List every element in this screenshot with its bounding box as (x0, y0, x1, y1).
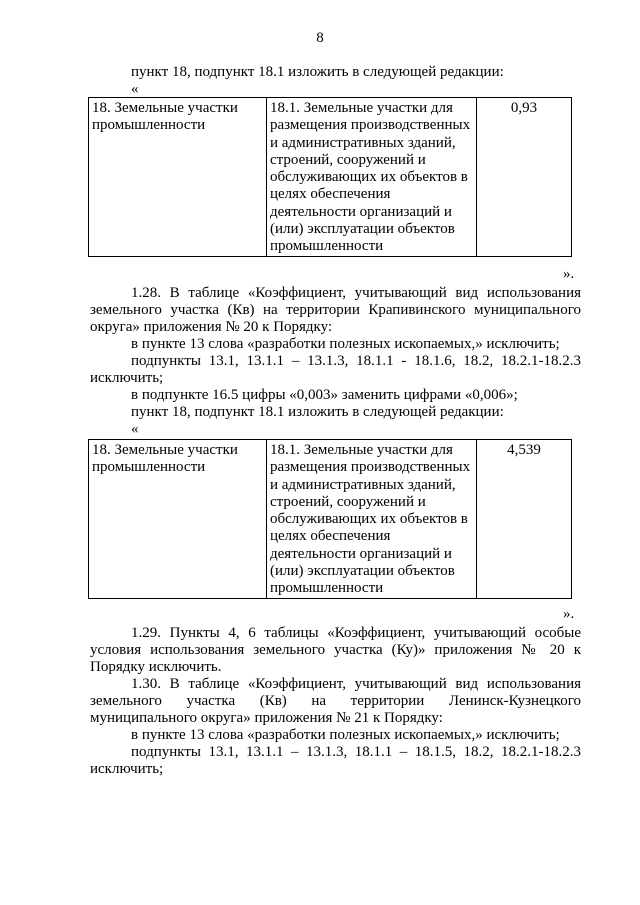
cell-line: промышленности (270, 580, 384, 597)
table-1 (88, 97, 572, 257)
cell-line: обслуживающих их объектов в (270, 169, 468, 186)
table-1-description (267, 98, 477, 257)
close-quote-1: ». (563, 266, 575, 282)
word: (Кв) (259, 693, 287, 709)
intro-2: пункт 18, подпункт 18.1 изложить в следующей редакции: (131, 404, 504, 420)
cell-line: 18. Земельные участки (92, 100, 238, 116)
table-2-description (267, 440, 477, 599)
word: земельного (90, 693, 162, 709)
word: Ленинск-Кузнецкого (448, 693, 581, 709)
item-13-a: в пункте 13 слова «разработки полезных ископаемых,» исключить; (131, 336, 560, 352)
cell-line: строений, сооружений и (270, 151, 426, 168)
open-quote-2: « (131, 421, 139, 437)
open-quote-1: « (131, 81, 139, 97)
table-row (89, 440, 572, 599)
para-128-line-2: земельного участка (Кв) на территории Крапивинского муниципального (90, 302, 581, 318)
cell-line: размещения производственных (270, 459, 471, 476)
cell-line: деятельности организаций и (270, 545, 452, 562)
cell-line: 18.1. Земельные участки для (270, 442, 453, 458)
para-129-line-2: условия использования земельного участка (Ку)» приложения № 20 к (90, 642, 581, 658)
cell-line: обслуживающих их объектов в (270, 511, 468, 528)
table-row (89, 98, 572, 257)
close-quote-2: ». (563, 606, 575, 622)
subpoints-a-line-1: подпункты 13.1, 13.1.1 – 13.1.3, 18.1.1 - 18.1.6, 18.2, 18.2.1-18.2.3 (131, 353, 581, 369)
table-2 (88, 439, 572, 599)
cell-line: целях обеспечения (270, 528, 391, 545)
cell-line: размещения производственных (270, 117, 471, 134)
table-1-coefficient: 0,93 (477, 98, 572, 257)
para-129-line-1: 1.29. Пункты 4, 6 таблицы «Коэффициент, учитывающий особые (131, 625, 581, 641)
word: территории (350, 693, 425, 709)
item-16-5: в подпункте 16.5 цифры «0,003» заменить цифрами «0,006»; (131, 387, 518, 403)
table-1-land-category (89, 98, 267, 257)
cell-line: и административных зданий, (270, 134, 456, 151)
cell-line: и административных зданий, (270, 476, 456, 493)
subpoints-b-line-1: подпункты 13.1, 13.1.1 – 13.1.3, 18.1.1 – 18.1.5, 18.2, 18.2.1-18.2.3 (131, 744, 581, 760)
subpoints-b-line-2: исключить; (90, 761, 164, 777)
cell-line: строений, сооружений и (270, 493, 426, 510)
para-129-line-3: Порядку исключить. (90, 659, 222, 675)
word: участка (186, 693, 236, 709)
para-128-line-1: 1.28. В таблице «Коэффициент, учитывающий вид использования (131, 285, 581, 301)
para-130-line-3: муниципального округа» приложения № 21 к Порядку: (90, 710, 443, 726)
cell-line: деятельности организаций и (270, 203, 452, 220)
item-13-b: в пункте 13 слова «разработки полезных ископаемых,» исключить; (131, 727, 560, 743)
cell-line: (или) эксплуатации объектов (270, 563, 455, 580)
para-128-line-3: округа» приложения № 20 к Порядку: (90, 319, 333, 335)
cell-line: 18. Земельные участки (92, 442, 238, 458)
subpoints-a-line-2: исключить; (90, 370, 164, 386)
para-130-line-2 (90, 693, 581, 710)
cell-line: 18.1. Земельные участки для (270, 100, 453, 116)
table-2-land-category (89, 440, 267, 599)
word: на (311, 693, 327, 709)
page-number: 8 (316, 30, 324, 46)
intro-1: пункт 18, подпункт 18.1 изложить в следующей редакции: (131, 64, 504, 80)
cell-line: промышленности (92, 459, 206, 476)
para-130-line-1: 1.30. В таблице «Коэффициент, учитывающий вид использования (131, 676, 581, 692)
cell-line: промышленности (270, 238, 384, 255)
cell-line: целях обеспечения (270, 186, 391, 203)
cell-line: (или) эксплуатации объектов (270, 221, 455, 238)
cell-line: промышленности (92, 117, 206, 134)
table-2-coefficient: 4,539 (477, 440, 572, 599)
